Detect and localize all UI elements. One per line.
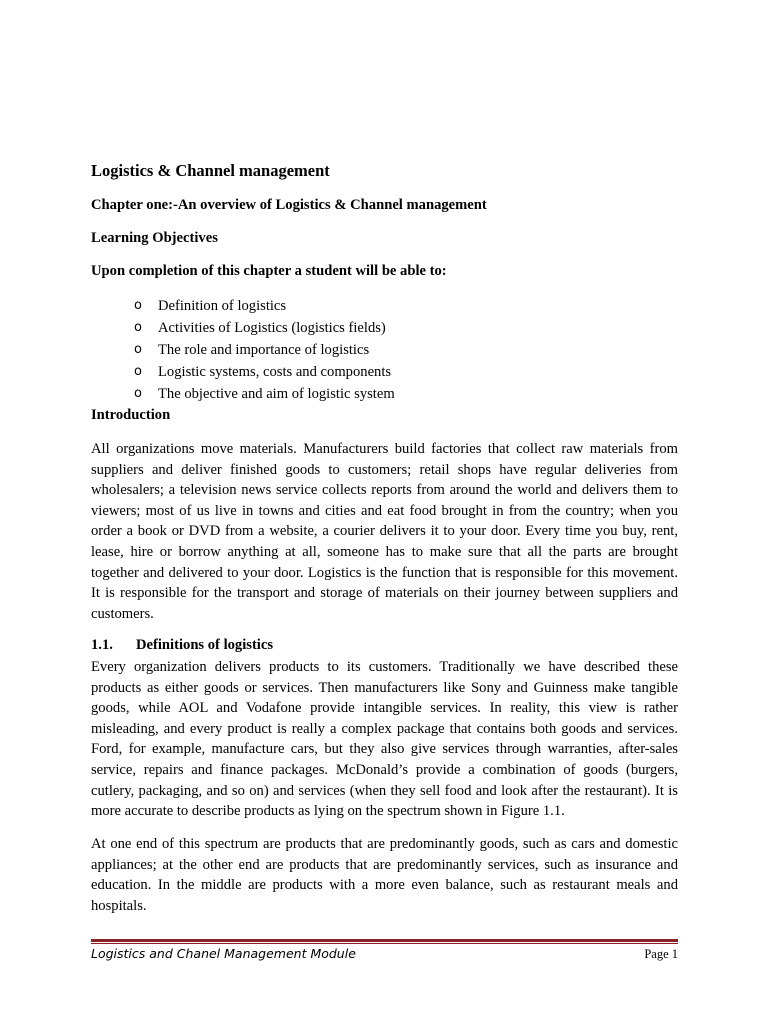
- definitions-paragraph-1: Every organization delivers products to its customers. Traditionally we have described these products as either goods or services. Then manufacturers like Sony and Guinness make tangible goods, while AOL and Vodafone provide intangible services. In reality, this view is rather misleading, and every product is really a complex package that contains both goods and services. Ford, for example, manufacture cars, but they also give services through warranties, after-sales service, repairs and finance packages. McDonald’s provide a combination of goods (burgers, cutlery, packaging, and so on) and services (when they sell food and look after the restaurant). It is more accurate to describe products as lying on the spectrum shown in Figure 1.1.: [91, 659, 678, 820]
- objective-text: The role and importance of logistics: [158, 342, 370, 358]
- footer-rule: [91, 939, 678, 942]
- introduction-heading: Introduction: [91, 407, 171, 423]
- bullet-icon: o: [134, 320, 142, 335]
- footer-rule-thin: [91, 943, 678, 944]
- chapter-heading: Chapter one:-An overview of Logistics & Channel management: [91, 197, 487, 213]
- section-heading: [91, 637, 273, 654]
- section-title: Definitions of logistics: [136, 637, 274, 653]
- completion-statement: Upon completion of this chapter a student will be able to:: [91, 263, 447, 279]
- objective-text: Definition of logistics: [158, 298, 287, 314]
- definitions-paragraph-2: At one end of this spectrum are products that are predominantly goods, such as cars and domestic appliances; at the other end are products that are predominantly services, such as insurance and education. In the middle are products with a more even balance, such as restaurant meals and hospitals.: [91, 836, 678, 914]
- objective-item: [91, 340, 395, 362]
- objective-item: [91, 362, 395, 384]
- bullet-icon: o: [134, 298, 142, 313]
- footer-page-number: Page 1: [644, 947, 678, 961]
- objective-text: Logistic systems, costs and components: [158, 364, 392, 380]
- bullet-icon: o: [134, 342, 142, 357]
- objective-text: Activities of Logistics (logistics fields): [158, 320, 386, 336]
- learning-objectives-heading: Learning Objectives: [91, 230, 218, 246]
- objective-item: [91, 384, 395, 406]
- objective-item: [91, 318, 395, 340]
- document-page: [91, 0, 678, 1024]
- document-title: Logistics & Channel management: [91, 161, 330, 180]
- introduction-paragraph: All organizations move materials. Manufacturers build factories that collect raw materials from suppliers and deliver finished goods to customers; retail shops have regular deliveries from wholesalers; a television news service collects reports from around the world and delivers them to viewers; most of us live in towns and cities and eat food brought in from the country; when you order a book or DVD from a website, a courier delivers it to your door. Every time you buy, rent, lease, hire or borrow anything at all, someone has to make sure that all the parts are brought together and delivered to your door. Logistics is the function that is responsible for this movement. It is responsible for the transport and storage of materials on their journey between suppliers and customers.: [91, 441, 678, 622]
- footer-module-name: Logistics and Chanel Management Module: [91, 946, 356, 961]
- section-number: 1.1.: [91, 637, 113, 653]
- bullet-icon: o: [134, 386, 142, 401]
- objective-text: The objective and aim of logistic system: [158, 386, 395, 402]
- objectives-list: [91, 296, 395, 406]
- bullet-icon: o: [134, 364, 142, 379]
- objective-item: [91, 296, 395, 318]
